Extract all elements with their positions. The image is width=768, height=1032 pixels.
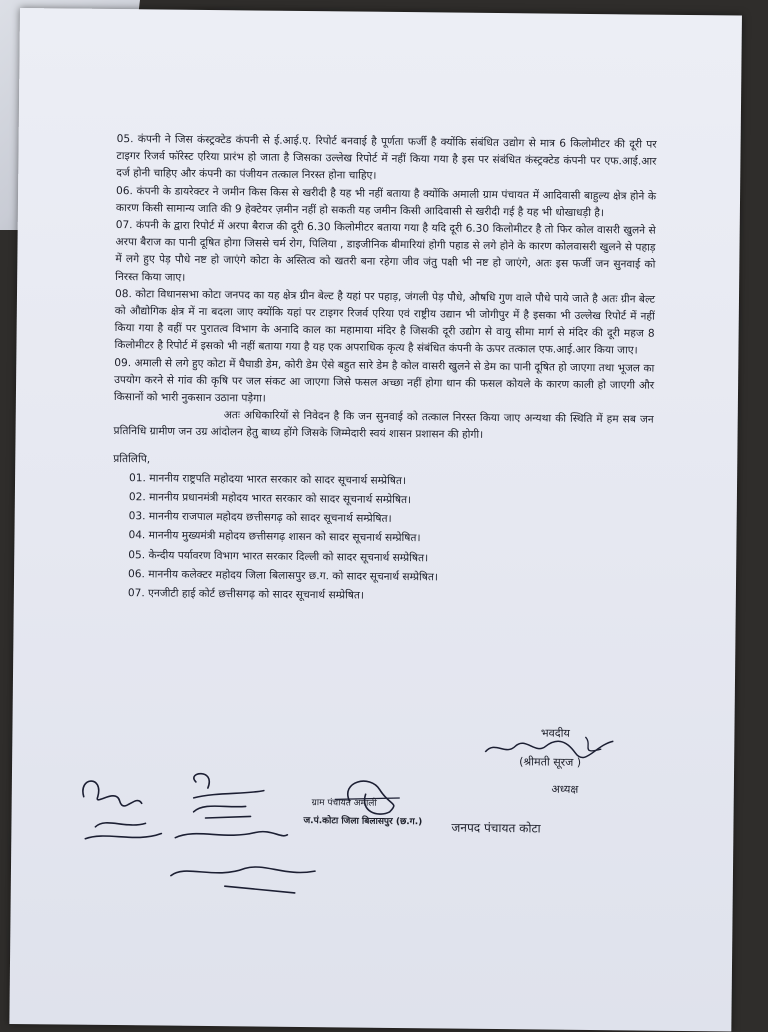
- copy-to-item: 04. माननीय मुख्यमंत्री महोदय छत्तीसगढ़ शासन को सादर सूचनार्थ सम्प्रेषित।: [128, 529, 421, 545]
- copy-to-item: 07. एनजीटी हाई कोर्ट छत्तीसगढ़ को सादर सूचनार्थ सम्प्रेषित।: [127, 587, 365, 602]
- copy-to-item: 05. केन्दीय पर्यावरण विभाग भारत सरकार दिल्ली को सादर सूचनार्थ सम्प्रेषित।: [128, 548, 429, 564]
- copy-to-item: 02. माननीय प्रधानमंत्री महोदय भारत सरकार को सादर सूचनार्थ सम्प्रेषित।: [128, 491, 412, 507]
- closing-request: अतः अधिकारियों से निवेदन है कि जन सुनवाई को तत्काल निरस्त किया जाए अन्यथा की स्थिति में हम सब जन प्रतिनिधि ग्रामीण जन उग्र आंदोलन हेतु बाध्य होंगे जिसके जिम्मेदारी स्वयं शासन प्रशासन की होगी।: [113, 409, 654, 442]
- point-05: 05. कंपनी ने जिस कंस्ट्रक्टेड कंपनी से ई.आई.ए. रिपोर्ट बनवाई है पूर्णता फर्जी है क्योंकि संबंधित उद्योग से मात्र 6 किलोमीटर की दूरी पर टाइगर रिजर्व फॉरेस्ट एरिया प्रारंभ हो जाता है जिसका उल्लेख रिपोर्ट में नहीं किया गया है इस पर संबंधित कंस्ट्रक्टेड कंपनी पर एफ.आई.आर दर्ज होनी चाहिए और कंपनी का पंजीयन तत्काल निरस्त होना चाहिए।: [116, 133, 657, 183]
- salutation: भवदीय: [540, 726, 570, 740]
- handwritten-signatures-icon: [74, 767, 326, 920]
- point-06: 06. कंपनी के डायरेक्टर ने जमीन किस किस से खरीदी है यह भी नहीं बताया है क्योंकि अमाली ग्राम पंचायत में आदिवासी बाहुल्य क्षेत्र होने के कारण किसी सामान्य जाति की 9 हेक्टेयर ज़मीन नहीं हो सकती यह जमीन किसी आदिवासी से खरीदी गई है यह भी धोखाधड़ी है।: [115, 184, 657, 219]
- copy-to-heading: प्रतिलिपि,: [113, 452, 151, 466]
- copy-to-item: 06. माननीय कलेक्टर महोदय जिला बिलासपुर छ.ग. को सादर सूचनार्थ सम्प्रेषित।: [128, 568, 439, 584]
- point-08: 08. कोटा विधानसभा कोटा जनपद का यह क्षेत्र ग्रीन बेल्ट है यहां पर पहाड़, जंगली पेड़ पौधे, औषधि गुण वाले पौधे पाये जाते है अतः ग्रीन बेल्ट को औद्योगिक क्षेत्र में ना बदला जाए क्योंकि यहां पर टाइगर रिजर्व एरिया एवं राष्ट्रीय उद्यान भी जोगीपुर में है इसका भी उल्लेख रिपोर्ट में नहीं किया गया है वहीं पर पुरातत्व विभाग के अनादि काल का महामाया मंदिर है जिसकी दूरी उद्योग से वायु सीमा मार्ग से मंदिर की दूरी महज 8 किलोमीटर है रिपोर्ट में इसको भी नहीं बताया गया है यह एक अपराधिक कृत्य है संबंधित कंपनी के ऊपर तत्काल एफ.आई.आर किया जाए।: [114, 287, 656, 357]
- copy-to-item: 03. माननीय राजपाल महोदय छत्तीसगढ़ को सादर सूचनार्थ सम्प्रेषित।: [128, 510, 392, 526]
- document-page: [9, 8, 742, 1032]
- signatory-role: अध्यक्ष: [551, 782, 579, 796]
- signatory-block: [470, 725, 631, 798]
- copy-to-item: 01. माननीय राष्ट्रपति महोदया भारत सरकार को सादर सूचनार्थ सम्प्रेषित।: [129, 472, 407, 487]
- signatory-office: जनपद पंचायत कोटा: [451, 820, 541, 836]
- point-07: 07. कंपनी के द्वारा रिपोर्ट में अरपा बैराज की दूरी 6.30 किलोमीटर बताया गया है यदि दूरी 6.30 किलोमीटर है तो फिर कोल वासरी खुलने से अरपा बैराज का पानी दूषित होगा जिससे चर्म रोग, पिलिया , डाइजीनिक बीमारियां होगी पहाड से लगे होने के कारण कोलवासरी खुलने से पहाड़ में लगे हुए पेड़ पौधे नष्ट हो जाएंगे कोटा के अस्तित्व को खतरी बना रहेगा जीव जंतु पक्षी भी नष्ट हो जाएंगे, अतः इस फर्जी जन सुनवाई को निरस्त किया जाए।: [115, 219, 656, 284]
- point-09: 09. अमाली से लगे हुए कोटा में घैघाडी डेम, कोरी डेम ऐसे बहुत सारे डेम है कोल वासरी खुलने से डेम का पानी दूषित हो जाएगा तथा भूजल का उपयोग करने से गांव की कृषि पर जल संकट आ जाएगा जिसे फसल अच्छा नहीं होगा धान की फसल कोयले के कारण काली हो जाएगी और किसानों को भारी नुकसान उठाना पड़ेगा।: [113, 356, 655, 405]
- signatory-name: (श्रीमती सूरज ): [519, 755, 582, 769]
- stamp-line-2: ज.पं.कोटा जिला बिलासपुर (छ.ग.): [303, 816, 423, 828]
- copy-to-list: [128, 470, 653, 608]
- stamp-line-1: ग्राम पंचायत अमाली: [311, 798, 377, 809]
- letter-body: [112, 131, 657, 610]
